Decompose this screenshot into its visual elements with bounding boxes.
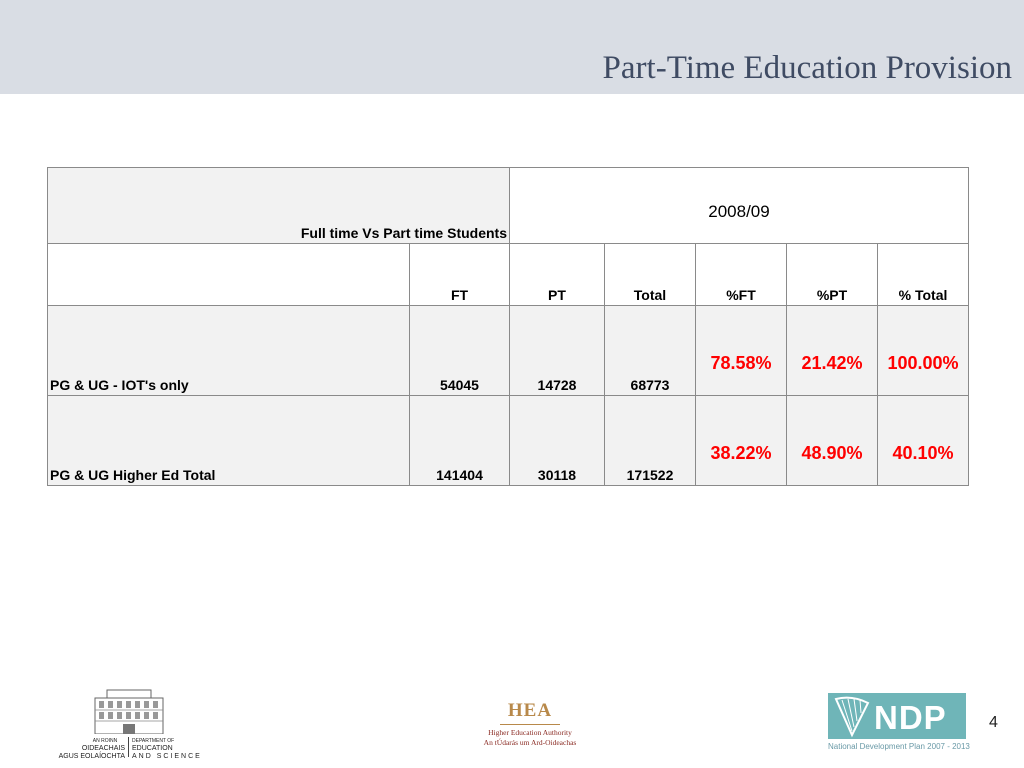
- cell-pct-total: 40.10%: [878, 396, 969, 486]
- cell-pct-total: 100.00%: [878, 306, 969, 396]
- doe-english-text: DEPARTMENT OF EDUCATION AND SCIENCE: [132, 738, 202, 760]
- column-header-ft: FT: [410, 244, 510, 306]
- hea-subtitle-en: Higher Education Authority: [488, 728, 572, 737]
- doe-irish-text: AN ROINN OIDEACHAIS AGUS EOLAÍOCHTA: [58, 738, 125, 760]
- column-header-pct-total: % Total: [878, 244, 969, 306]
- column-header-total: Total: [605, 244, 696, 306]
- cell-pct-ft: 78.58%: [696, 306, 787, 396]
- students-table: [47, 167, 969, 486]
- cell-pct-ft: 38.22%: [696, 396, 787, 486]
- blank-header-cell: [48, 244, 410, 306]
- ndp-logo: [828, 693, 973, 755]
- doe-divider: [128, 737, 129, 757]
- row-label: PG & UG - IOT's only: [48, 306, 410, 396]
- cell-pct-pt: 21.42%: [787, 306, 878, 396]
- year-header: 2008/09: [510, 168, 969, 244]
- hea-logo: [470, 700, 590, 755]
- government-building-icon: [55, 688, 200, 734]
- column-header-pct-pt: %PT: [787, 244, 878, 306]
- hea-mark: HEA: [507, 700, 553, 721]
- cell-ft: 54045: [410, 306, 510, 396]
- cell-pct-pt: 48.90%: [787, 396, 878, 486]
- table-caption: Full time Vs Part time Students: [48, 168, 510, 244]
- cell-total: 171522: [605, 396, 696, 486]
- hea-divider: [500, 724, 560, 725]
- ndp-subtitle: National Development Plan 2007 - 2013: [828, 742, 970, 751]
- ndp-box: [828, 693, 966, 739]
- doe-logo: [55, 688, 200, 758]
- page-number: 4: [989, 714, 998, 731]
- hea-subtitle-ga: An tÚdarás um Ard-Oideachas: [483, 738, 577, 747]
- cell-pt: 14728: [510, 306, 605, 396]
- table-row: [48, 396, 969, 486]
- slide-title: Part-Time Education Provision: [602, 50, 1012, 86]
- column-header-pt: PT: [510, 244, 605, 306]
- row-label: PG & UG Higher Ed Total: [48, 396, 410, 486]
- cell-total: 68773: [605, 306, 696, 396]
- cell-ft: 141404: [410, 396, 510, 486]
- ndp-mark: NDP: [874, 699, 947, 736]
- cell-pt: 30118: [510, 396, 605, 486]
- table-row: [48, 306, 969, 396]
- column-header-pct-ft: %FT: [696, 244, 787, 306]
- harp-icon: [830, 693, 876, 739]
